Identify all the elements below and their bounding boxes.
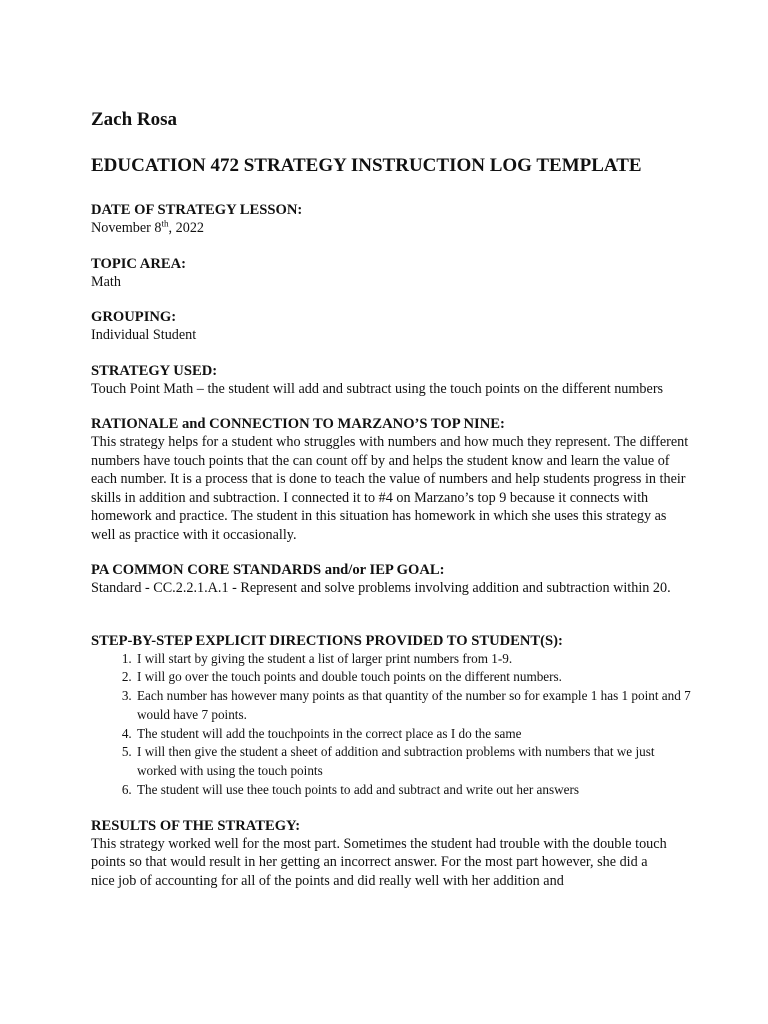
standards-section: [91, 561, 691, 598]
document-page: [91, 106, 691, 907]
topic-section: [91, 255, 691, 292]
date-value-year: , 2022: [168, 220, 205, 236]
standards-value: Standard - CC.2.2.1.A.1 - Represent and solve problems involving addition and subtraction within 20.: [91, 580, 671, 596]
grouping-value: Individual Student: [91, 327, 197, 343]
rationale-value: This strategy helps for a student who struggles with numbers and how much they represent. The different numbers have touch points that the can count off by and helps the student know and learn the value of each number. It is a process that is done to teach the value of numbers and help students progress in their skills in addition and subtraction. I connected it to #4 on Marzano’s top 9 because it connects with homework and practice. The student in this situation has homework in which she uses this strategy as well as practice with it occasionally.: [91, 434, 689, 543]
strategy-heading: STRATEGY USED:: [91, 362, 218, 379]
step-item: 1. I will start by giving the student a list of larger print numbers from 1-9.: [135, 650, 691, 669]
strategy-value: Touch Point Math – the student will add and subtract using the touch points on the different numbers: [91, 380, 664, 397]
step-item: 3. Each number has however many points as that quantity of the number so for example 1 has 1 point and 7 would have 7 points.: [135, 687, 691, 725]
topic-value: Math: [91, 273, 121, 290]
steps-list: [91, 650, 691, 800]
results-value: This strategy worked well for the most part. Sometimes the student had trouble with the double touch points so that would result in her getting an incorrect answer. For the most part however, she did a nice job of accounting for all of the points and did really well with her addition and: [91, 835, 667, 889]
standards-heading: PA COMMON CORE STANDARDS and/or IEP GOAL:: [91, 562, 445, 578]
date-value: [91, 219, 691, 238]
topic-heading: TOPIC AREA:: [91, 255, 187, 272]
steps-heading: STEP-BY-STEP EXPLICIT DIRECTIONS PROVIDED TO STUDENT(S):: [91, 632, 563, 649]
rationale-heading: RATIONALE and CONNECTION TO MARZANO’S TOP NINE:: [91, 416, 505, 432]
step-item: 5. I will then give the student a sheet of addition and subtraction problems with numbers that we just worked with using the touch points: [135, 743, 691, 781]
step-item: 4. The student will add the touchpoints in the correct place as I do the same: [135, 725, 691, 744]
results-heading: RESULTS OF THE STRATEGY:: [91, 817, 301, 834]
rationale-section: [91, 415, 691, 544]
step-item: 2. I will go over the touch points and double touch points on the different numbers.: [135, 668, 691, 687]
grouping-section: [91, 308, 691, 345]
author-name: Zach Rosa: [91, 109, 178, 130]
date-value-ordinal: th: [161, 218, 169, 229]
results-section: [91, 817, 691, 891]
steps-section: [91, 632, 691, 800]
strategy-section: [91, 362, 691, 399]
step-item: 6. The student will use thee touch points to add and subtract and write out her answers: [135, 781, 691, 800]
document-title: EDUCATION 472 STRATEGY INSTRUCTION LOG TEMPLATE: [91, 155, 642, 176]
grouping-heading: GROUPING:: [91, 309, 177, 325]
date-section: [91, 201, 691, 238]
date-value-main: November 8: [91, 220, 162, 236]
date-heading: DATE OF STRATEGY LESSON:: [91, 202, 303, 218]
